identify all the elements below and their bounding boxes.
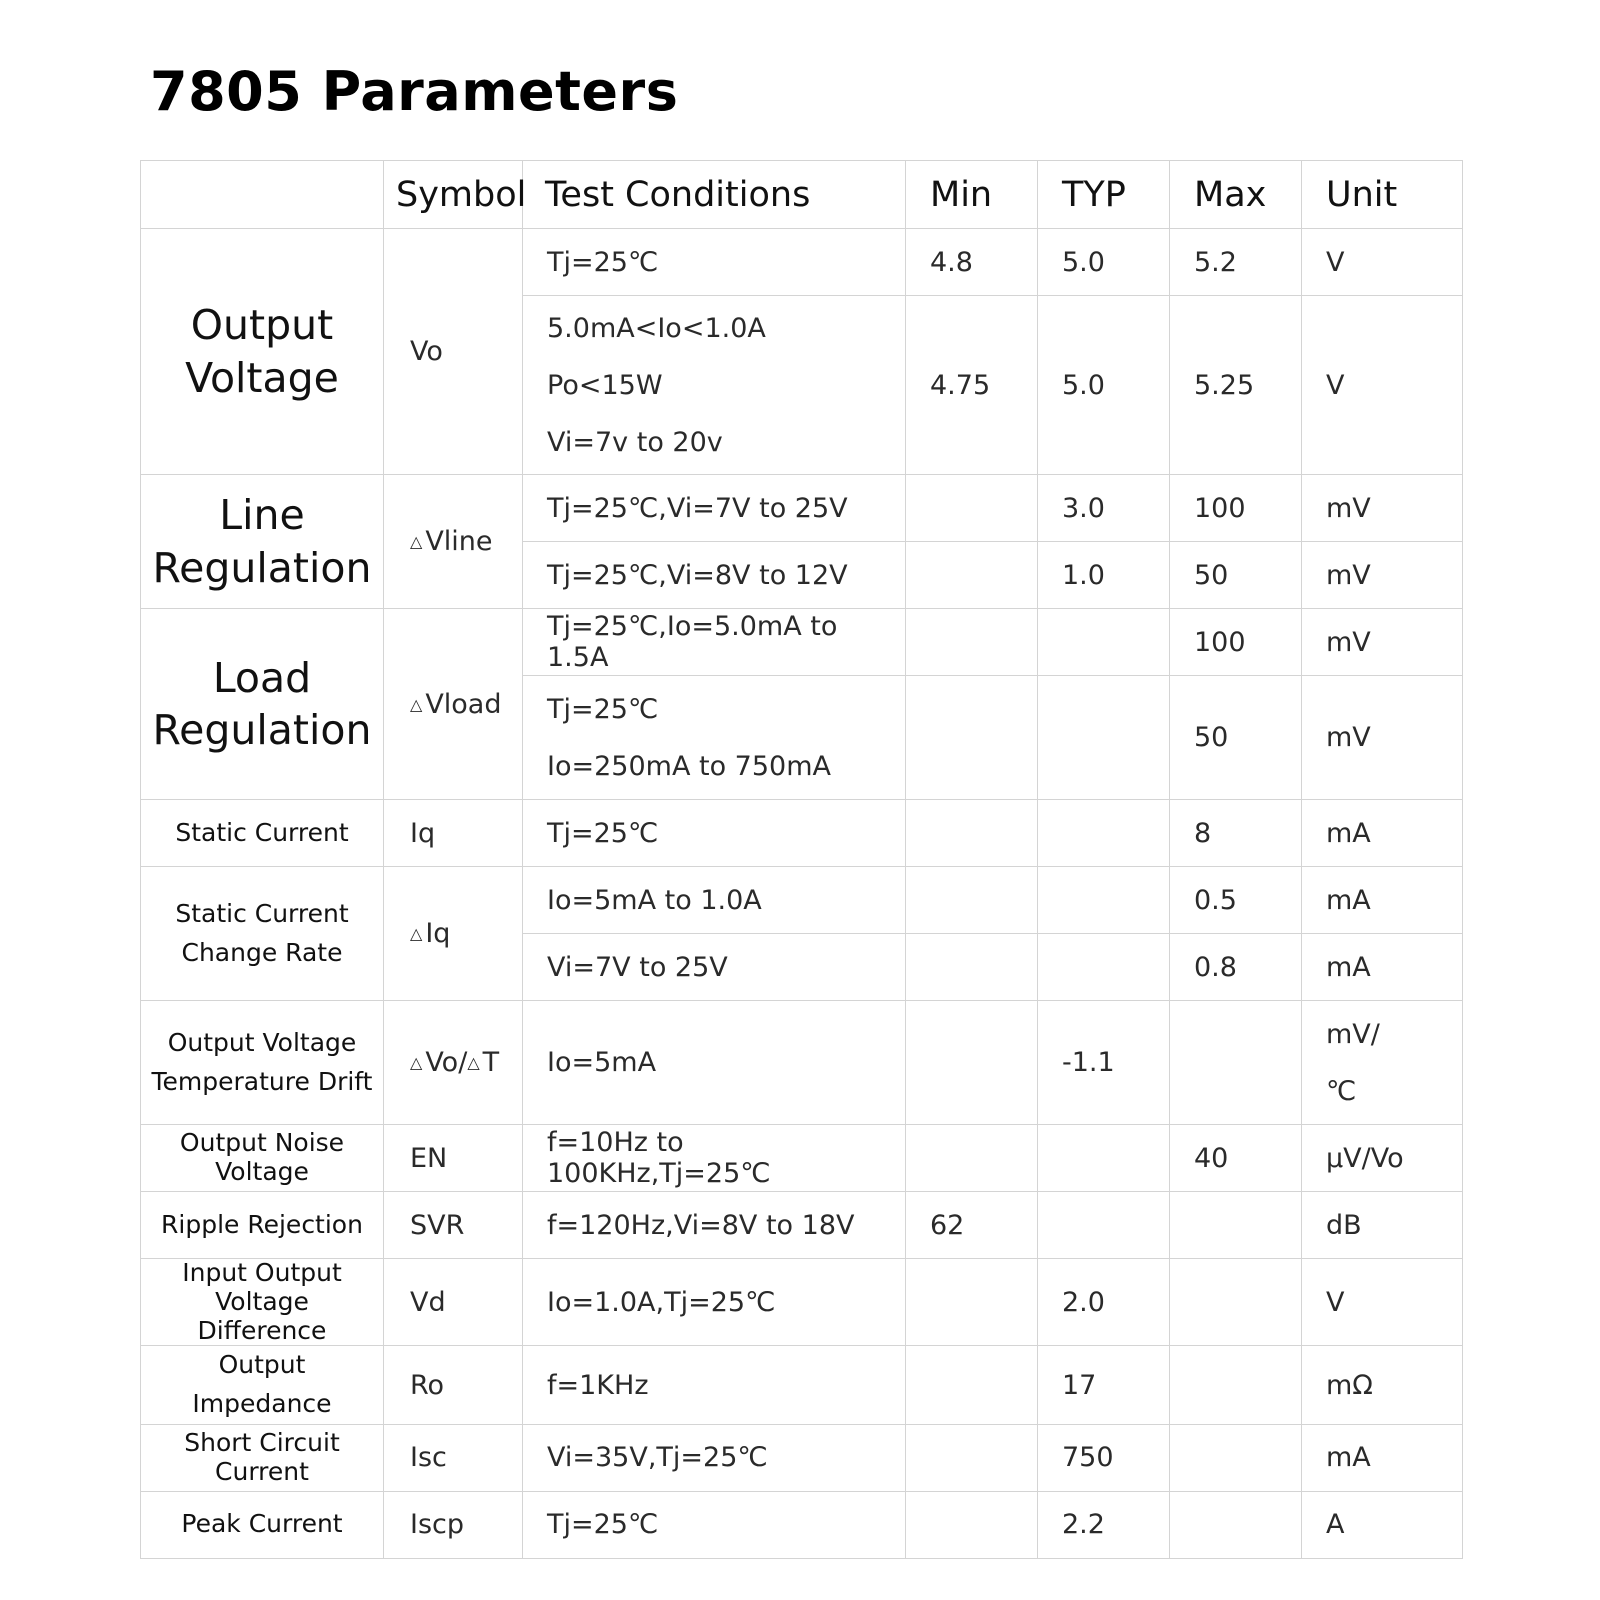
table-row	[141, 1424, 1463, 1491]
max-cell: 0.8	[1170, 934, 1302, 1001]
unit-cell: mV	[1302, 676, 1463, 800]
header-test-conditions: Test Conditions	[523, 161, 906, 229]
symbol-cell: Iq	[384, 800, 523, 867]
table-row	[141, 229, 1463, 296]
max-cell: 100	[1170, 609, 1302, 676]
max-cell: 5.25	[1170, 296, 1302, 475]
condition-cell: Io=5mA	[523, 1001, 906, 1125]
table-row	[141, 1125, 1463, 1192]
typ-cell	[1038, 867, 1170, 934]
unit-cell: mV	[1302, 609, 1463, 676]
table-row	[141, 475, 1463, 542]
min-cell	[906, 475, 1038, 542]
typ-cell	[1038, 1125, 1170, 1192]
unit-cell: mV	[1302, 475, 1463, 542]
symbol-cell: Isc	[384, 1424, 523, 1491]
typ-cell: 5.0	[1038, 296, 1170, 475]
parameter-name-line: Static Current	[175, 898, 349, 928]
min-cell	[906, 1001, 1038, 1125]
symbol-cell	[384, 867, 523, 1001]
condition-cell: f=120Hz,Vi=8V to 18V	[523, 1192, 906, 1259]
unit-cell: V	[1302, 1259, 1463, 1346]
max-cell	[1170, 1491, 1302, 1558]
header-min: Min	[906, 161, 1038, 229]
symbol-text: Vo/	[425, 1047, 468, 1078]
condition-cell: Io=1.0A,Tj=25℃	[523, 1259, 906, 1346]
header-typ: TYP	[1038, 161, 1170, 229]
condition-cell: Tj=25℃	[523, 229, 906, 296]
parameter-name: Static Current	[141, 800, 384, 867]
parameter-name	[141, 1259, 384, 1346]
symbol-cell	[384, 609, 523, 800]
min-cell: 4.75	[906, 296, 1038, 475]
min-cell	[906, 867, 1038, 934]
table-header-row	[141, 161, 1463, 229]
typ-cell: 1.0	[1038, 542, 1170, 609]
max-cell	[1170, 1424, 1302, 1491]
unit-line: ℃	[1326, 1075, 1357, 1107]
max-cell: 0.5	[1170, 867, 1302, 934]
max-cell: 100	[1170, 475, 1302, 542]
delta-icon: △	[410, 694, 423, 714]
min-cell: 62	[906, 1192, 1038, 1259]
parameter-name: Output Impedance	[141, 1346, 384, 1425]
delta-icon: △	[410, 924, 423, 943]
max-cell	[1170, 1001, 1302, 1125]
min-cell	[906, 676, 1038, 800]
min-cell	[906, 1491, 1038, 1558]
condition-line: Vi=7v to 20v	[547, 426, 723, 458]
parameter-name-line: Short Circuit	[184, 1428, 340, 1457]
table-row	[141, 1192, 1463, 1259]
parameter-name	[141, 867, 384, 1001]
typ-cell: -1.1	[1038, 1001, 1170, 1125]
condition-cell: Io=5mA to 1.0A	[523, 867, 906, 934]
table-row	[141, 1346, 1463, 1425]
min-cell	[906, 1346, 1038, 1425]
header-symbol: Symbol	[384, 161, 523, 229]
unit-cell: V	[1302, 296, 1463, 475]
unit-line: mV/	[1326, 1018, 1380, 1050]
symbol-text: Vload	[425, 688, 502, 720]
condition-cell: Tj=25℃,Io=5.0mA to 1.5A	[523, 609, 906, 676]
condition-cell: Tj=25℃,Vi=8V to 12V	[523, 542, 906, 609]
parameter-name-line: Load	[212, 653, 312, 702]
max-cell: 40	[1170, 1125, 1302, 1192]
unit-cell: dB	[1302, 1192, 1463, 1259]
table-row	[141, 1259, 1463, 1346]
parameter-name-line: Output Voltage	[167, 1027, 357, 1057]
parameter-name	[141, 1001, 384, 1125]
condition-cell: f=1KHz	[523, 1346, 906, 1425]
table-row	[141, 867, 1463, 934]
unit-cell: mA	[1302, 1424, 1463, 1491]
parameter-name-line: Regulation	[152, 543, 372, 592]
table-row	[141, 1001, 1463, 1125]
table-row	[141, 1491, 1463, 1558]
min-cell	[906, 1424, 1038, 1491]
min-cell	[906, 800, 1038, 867]
parameter-name: Peak Current	[141, 1491, 384, 1558]
unit-cell: mA	[1302, 867, 1463, 934]
max-cell: 50	[1170, 542, 1302, 609]
condition-cell: Vi=35V,Tj=25℃	[523, 1424, 906, 1491]
typ-cell: 2.2	[1038, 1491, 1170, 1558]
condition-cell: Tj=25℃,Vi=7V to 25V	[523, 475, 906, 542]
symbol-cell: Iscp	[384, 1491, 523, 1558]
max-cell	[1170, 1192, 1302, 1259]
typ-cell	[1038, 800, 1170, 867]
parameter-name-line: Regulation	[152, 706, 372, 754]
delta-icon: △	[467, 1053, 480, 1072]
parameter-name-line: Output	[190, 301, 334, 350]
max-cell	[1170, 1346, 1302, 1425]
parameter-name	[141, 229, 384, 475]
header-parameter	[141, 161, 384, 229]
delta-icon: △	[410, 532, 423, 551]
parameter-name-line: Voltage Difference	[197, 1286, 327, 1345]
parameter-name-line: Output Noise	[179, 1128, 345, 1158]
condition-line: Po<15W	[547, 369, 663, 401]
min-cell	[906, 1125, 1038, 1192]
parameter-name-line: Voltage	[185, 353, 339, 402]
condition-cell	[523, 676, 906, 800]
condition-line: Io=250mA to 750mA	[547, 750, 831, 782]
min-cell	[906, 542, 1038, 609]
max-cell	[1170, 1259, 1302, 1346]
header-unit: Unit	[1302, 161, 1463, 229]
parameter-name-line: Line	[219, 491, 305, 540]
symbol-cell: Ro	[384, 1346, 523, 1425]
page-title: 7805 Parameters	[150, 60, 679, 123]
typ-cell: 3.0	[1038, 475, 1170, 542]
condition-cell: Tj=25℃	[523, 800, 906, 867]
symbol-text: T	[482, 1047, 500, 1078]
min-cell	[906, 609, 1038, 676]
typ-cell	[1038, 934, 1170, 1001]
unit-cell: μV/Vo	[1302, 1125, 1463, 1192]
symbol-cell: Vd	[384, 1259, 523, 1346]
unit-cell: mV	[1302, 542, 1463, 609]
parameter-name	[141, 475, 384, 609]
condition-line: Tj=25℃	[547, 693, 659, 725]
table-row	[141, 609, 1463, 676]
max-cell: 8	[1170, 800, 1302, 867]
symbol-text: Vline	[425, 526, 493, 557]
parameter-name: Ripple Rejection	[141, 1192, 384, 1259]
symbol-text: Iq	[425, 918, 451, 949]
typ-cell: 2.0	[1038, 1259, 1170, 1346]
condition-cell: Vi=7V to 25V	[523, 934, 906, 1001]
typ-cell: 750	[1038, 1424, 1170, 1491]
symbol-cell: Vo	[384, 229, 523, 475]
unit-cell: mA	[1302, 934, 1463, 1001]
condition-cell	[523, 296, 906, 475]
condition-cell: f=10Hz to 100KHz,Tj=25℃	[523, 1125, 906, 1192]
typ-cell	[1038, 609, 1170, 676]
symbol-cell: SVR	[384, 1192, 523, 1259]
table-row	[141, 800, 1463, 867]
condition-cell: Tj=25℃	[523, 1491, 906, 1558]
typ-cell: 17	[1038, 1346, 1170, 1425]
typ-cell	[1038, 1192, 1170, 1259]
min-cell: 4.8	[906, 229, 1038, 296]
max-cell: 50	[1170, 676, 1302, 800]
header-max: Max	[1170, 161, 1302, 229]
parameter-name	[141, 609, 384, 800]
parameters-table	[140, 160, 1463, 1559]
unit-cell: A	[1302, 1491, 1463, 1558]
delta-icon: △	[410, 1053, 423, 1072]
parameter-name-line: Temperature Drift	[151, 1066, 373, 1096]
min-cell	[906, 934, 1038, 1001]
symbol-cell: EN	[384, 1125, 523, 1192]
symbol-cell	[384, 475, 523, 609]
unit-cell: V	[1302, 229, 1463, 296]
parameter-name-line: Change Rate	[181, 937, 343, 967]
symbol-cell	[384, 1001, 523, 1125]
max-cell: 5.2	[1170, 229, 1302, 296]
typ-cell	[1038, 676, 1170, 800]
condition-line: 5.0mA<Io<1.0A	[547, 312, 766, 344]
unit-cell	[1302, 1001, 1463, 1125]
parameter-name	[141, 1424, 384, 1491]
min-cell	[906, 1259, 1038, 1346]
unit-cell: mΩ	[1302, 1346, 1463, 1425]
parameter-name-line: Voltage	[215, 1157, 309, 1186]
parameter-name	[141, 1125, 384, 1192]
parameter-name-line: Input Output	[182, 1258, 342, 1287]
parameter-name-line: Current	[215, 1456, 309, 1486]
typ-cell: 5.0	[1038, 229, 1170, 296]
unit-cell: mA	[1302, 800, 1463, 867]
